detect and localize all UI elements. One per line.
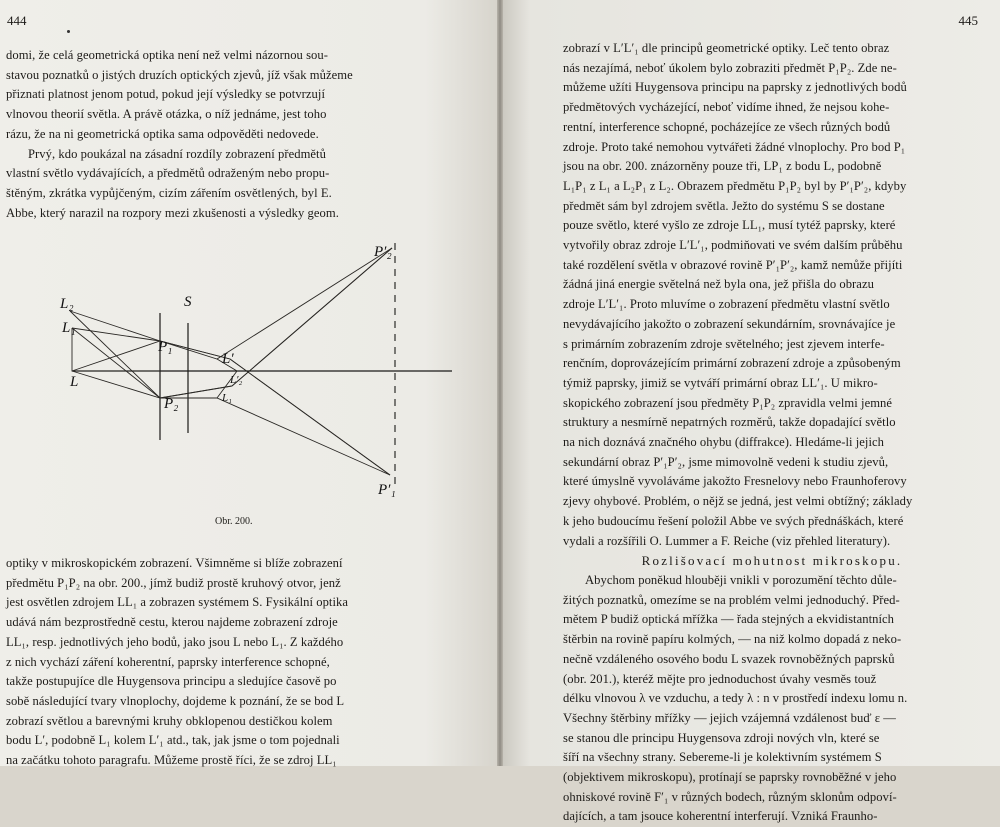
label-p2-prime: P′₂ xyxy=(374,244,392,260)
text-line: vytvořily obraz zdroje L′L′₁, podmiňovati ve svém dalším průběhu xyxy=(563,238,903,253)
optics-diagram xyxy=(52,228,452,513)
text-line: renčním, doprovázejícím primární zobrazení zdroje a způsobeným xyxy=(563,356,901,371)
text-line: nečně vzdáleného osového bodu L svazek rovnoběžných paprsků xyxy=(563,651,895,666)
text-line: z nich vychází záření koherentní, paprsky interference schopné, xyxy=(6,654,330,669)
text-line: žitých poznatků, omezíme se na problém velmi jednoduchý. Před- xyxy=(563,592,900,607)
text-line: vydali a rozšířili O. Lummer a F. Reiche (viz přehled literatury). xyxy=(563,533,891,548)
text-line: jsou na obr. 200. znázorněny pouze tři, LP₁ z bodu L, podobně xyxy=(563,159,882,174)
text-line: týmiž paprsky, jimiž se vytváří primární obraz LL′₁. U mikro- xyxy=(563,375,878,390)
text-line: vlastní světlo vydávajících, a předmětů odraženým nebo propu- xyxy=(6,166,330,181)
text-line: Abbe, který narazil na rozpory mezi zkušenosti a výsledky geom. xyxy=(6,205,339,220)
text-line: ohniskové rovině F′₁ v různých bodech, různým sklonům odpoví- xyxy=(563,789,897,804)
book-gutter xyxy=(497,0,503,766)
text-line: udává nám bezprostředně cestu, kterou najdeme zobrazení zdroje xyxy=(6,615,338,630)
text-line: optiky v mikroskopickém zobrazení. Všimněme si blíže zobrazení xyxy=(6,556,343,570)
text-line: jest osvětlen zdrojem LL₁ a zobrazen systémem S. Fysikální optika xyxy=(6,595,348,610)
text-line: které úmyslně vyvoláváme jakožto Fresnelovy nebo Fraunhoferovy xyxy=(563,474,907,489)
label-s: S xyxy=(184,294,192,310)
text-line: zdroje L′L′₁. Proto mluvíme o zobrazení předmětu vlastní světlo xyxy=(563,297,890,312)
text-line: LL₁, resp. jednotlivých jeho bodů, jako jsou L nebo L₁. Z každého xyxy=(6,634,344,649)
section-heading: Rozlišovací mohutnost mikroskopu. xyxy=(641,553,903,569)
text-line: můžeme užíti Huygensova principu na paprsky z jednotlivých bodů xyxy=(563,80,907,95)
text-line: rentní, interference schopné, pocházejíce ze všech různých bodů xyxy=(563,119,891,134)
text-line: stavou poznatků o jistých druzích optických zjevů, jíž však můžeme xyxy=(6,67,353,82)
text-line: (obr. 201.), kteréž mějte pro jednoduchost úvahy vesměs touž xyxy=(563,671,877,686)
text-line: délku vlnovou λ ve vzduchu, a tedy λ : n v prostředí indexu lomu n. xyxy=(563,691,908,706)
text-line: Všechny štěrbiny mřížky — jejich vzájemná vzdálenost buď ε — xyxy=(563,710,896,725)
text-line: skopického zobrazení jsou předměty P₁P₂ zpravidla velmi jemné xyxy=(563,395,893,410)
text-line: na nich doznává značného ohybu (diffrakce). Hledáme-li jejich xyxy=(563,435,885,450)
text-line: sekundární obraz P′₁P′₂, jsme mimovolně vedeni k studiu zjevů, xyxy=(563,454,889,469)
text-line: dajících, a tam jsouce koherentní interferují. Vzniká Fraunho- xyxy=(563,809,878,824)
text-line: se stanou dle principu Huygensova zdroji nových vln, které se xyxy=(563,730,880,745)
page-number-left: 444 xyxy=(7,13,27,28)
text-line: struktury a nesmírně nepatrných rozměrů, takže dopadající světlo xyxy=(563,415,896,430)
text-line: bodu L′, podobně L₁ kolem L′₁ atd., tak, jak jsme o tom pojednali xyxy=(6,733,340,748)
right-page xyxy=(500,0,1000,824)
label-l2: L₂ xyxy=(60,296,74,312)
label-l2-prime: L′₂ xyxy=(230,374,243,386)
ink-speck xyxy=(67,30,70,33)
text-line: (objektivem mikroskopu), protínají se paprsky rovnoběžné v jeho xyxy=(563,770,897,785)
ray-line xyxy=(72,371,232,398)
text-line: takže postupujíce dle Huygensova principu a sledujíce časově po xyxy=(6,674,337,689)
text-line: vlnovou theorií světla. A právě otázka, o níž jednáme, jest toho xyxy=(6,107,327,122)
label-p1-prime: P′₁ xyxy=(378,482,396,498)
text-line: Abychom poněkud hlouběji vnikli v porozumění těchto důle- xyxy=(585,572,897,587)
text-line: sobě následující tvary vlnoplochy, dojdeme k poznání, že se bod L xyxy=(6,693,345,708)
text-line: Prvý, kdo poukázal na zásadní rozdíly zobrazení předmětů xyxy=(28,146,326,161)
text-line: také rozdělení světla v obrazové rovině P′₁P′₂, kamž nemůže přijíti xyxy=(563,257,903,272)
text-line: zobrazí světlou a barevnými kruhy obklopenou destičkou kolem xyxy=(6,713,333,728)
text-line: zjevy ohybové. Problém, o nějž se jedná, jest velmi obtížný; základy xyxy=(563,494,913,509)
label-p2: P₂ xyxy=(164,396,179,412)
text-line: rázu, že na ni geometrická optika sama odpověděti nedovede. xyxy=(6,126,319,141)
label-p1: P₁ xyxy=(158,339,173,355)
text-line: L₁P₁ z L₁ a L₂P₁ z L₂. Obrazem předmětu P₁P₂ byl by P′₁P′₂, kdyby xyxy=(563,178,907,193)
text-line: štěrbin na rovině papíru kolmých, — na niž kolmo dopadá z neko- xyxy=(563,632,902,647)
text-line: přiznati platnost jenom potud, pokud její výsledky se potvrzují xyxy=(6,87,325,102)
text-line: mětem P budiž optická mřížka — řada stejných a ekvidistantních xyxy=(563,612,895,627)
text-line: domi, že celá geometrická optika není než velmi názornou sou- xyxy=(6,48,328,62)
label-l1-lower: L₁ xyxy=(222,392,232,404)
text-line: pouze světlo, které vyšlo ze zdroje LL₁, musí tytéž paprsky, které xyxy=(563,218,896,233)
text-line: nás nezajímá, neboť úkolem bylo zobraziti předmět P₁P₂. Zde ne- xyxy=(563,60,897,75)
figure-caption: Obr. 200. xyxy=(215,516,253,527)
ray-line xyxy=(72,328,230,359)
text-line: zdroje. Proto také nemohou vytvářeti žádné vlnoplochy. Pro bod P₁ xyxy=(563,139,906,154)
page-number-right: 445 xyxy=(958,13,978,28)
text-line: nevydávajícího jakožto o zobrazení sekundárním, srovnávajíce je xyxy=(563,316,896,331)
figure-200 xyxy=(52,228,452,517)
ray-line xyxy=(232,248,392,386)
left-page xyxy=(0,0,500,766)
label-l-prime: L′ xyxy=(222,351,234,367)
text-line: zobrazí v L′L′₁ dle principů geometrické optiky. Leč tento obraz xyxy=(563,41,890,55)
left-top-paragraphs xyxy=(6,46,444,223)
right-column-text xyxy=(563,39,981,827)
text-line: žádná jiná energie světelná než byla ona, jež přišla do obrazu xyxy=(563,277,874,292)
label-l: L xyxy=(70,374,79,390)
text-line: šíří na všechny strany. Sebereme-li je kolektivním systémem S xyxy=(563,750,882,765)
text-line: štěným, zkrátka vypůjčeným, cizím zářením osvětlených, byl E. xyxy=(6,185,332,200)
left-bottom-paragraph xyxy=(6,554,448,771)
text-line: s primárním zobrazením zdroje světelného; jest zjevem interfe- xyxy=(563,336,885,351)
text-line: na začátku tohoto paragrafu. Můžeme prostě říci, že se zdroj LL₁ xyxy=(6,753,337,768)
text-line: předmětu P₁P₂ na obr. 200., jímž budiž prostě kruhový otvor, jenž xyxy=(6,575,341,590)
ray-line xyxy=(230,359,390,475)
text-line: k jeho budoucímu řešení položil Abbe ve svých přednáškách, které xyxy=(563,513,904,528)
text-line: předmět sám byl zdrojem světla. Ježto do systému S se dostane xyxy=(563,198,885,213)
label-l1: L₁ xyxy=(62,320,76,336)
text-line: předmětových vycházející, neboť vidíme ihned, že nejsou kohe- xyxy=(563,100,890,115)
